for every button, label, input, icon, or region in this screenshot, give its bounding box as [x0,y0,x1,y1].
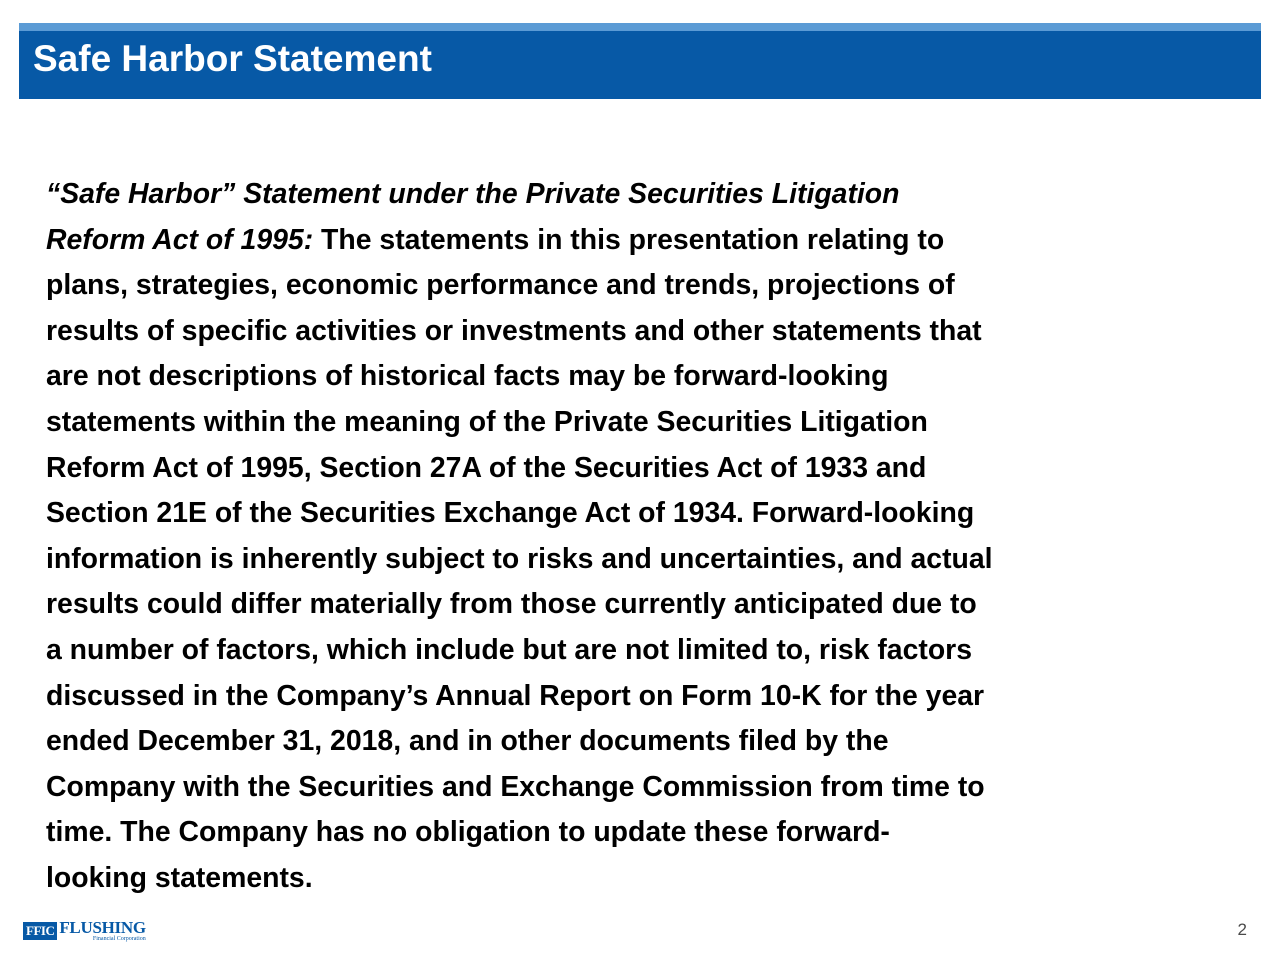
body-line: a number of factors, which include but are not limited to, risk factors [46,633,972,666]
body-line: Reform Act of 1995, Section 27A of the Securities Act of 1933 and [46,451,927,484]
slide-title: Safe Harbor Statement [33,38,432,79]
body-line: Section 21E of the Securities Exchange Act of 1934. Forward-looking [46,497,975,530]
body-line: information is inherently subject to risks and uncertainties, and actual [46,542,993,575]
body-line: plans, strategies, economic performance and trends, projections of [46,269,955,302]
safe-harbor-paragraph [46,172,1236,902]
logo-subtitle: Financial Corporation [92,936,146,942]
body-line: ended December 31, 2018, and in other documents filed by the [46,725,889,758]
logo-abbrev: FFIC [23,922,57,940]
body-line: time. The Company has no obligation to update these forward- [46,816,890,849]
body-line-text: The statements in this presentation relating to [321,223,945,256]
body-line: results of specific activities or investments and other statements that [46,314,982,347]
logo-wordmark [59,919,145,943]
logo-name: FLUSHING [59,918,146,937]
body-line: statements within the meaning of the Private Securities Litigation [46,405,928,438]
body-line: “Safe Harbor” Statement under the Private Securities Litigation [46,178,900,210]
body-line: results could differ materially from those currently anticipated due to [46,588,977,621]
body-line: are not descriptions of historical facts may be forward-looking [46,360,889,393]
body-line [46,218,1236,264]
company-logo [23,919,146,945]
body-line: Company with the Securities and Exchange Commission from time to [46,770,985,803]
italic-lead-text: Reform Act of 1995: [46,223,314,256]
body-line: looking statements. [46,861,313,894]
body-line: discussed in the Company’s Annual Report on Form 10-K for the year [46,679,985,712]
page-number: 2 [1237,920,1247,939]
